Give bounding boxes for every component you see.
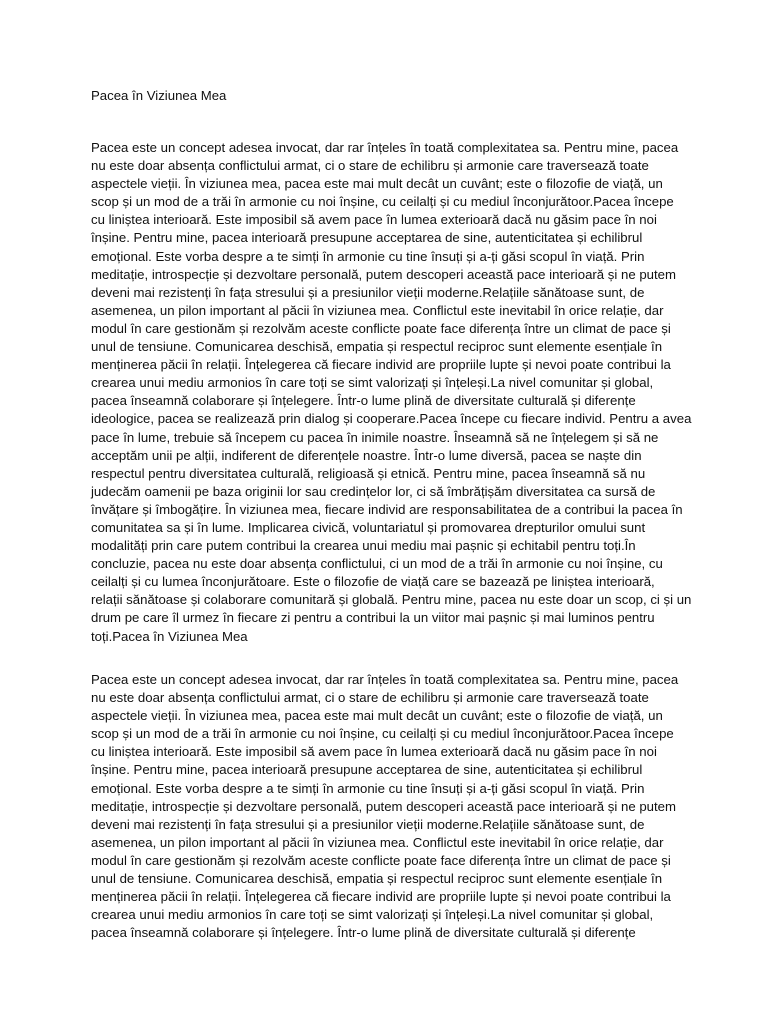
text-line: înșine. Pentru mine, pacea interioară presupune acceptarea de sine, autenticitatea și echilibrul [91,762,643,778]
text-line: Pacea este un concept adesea invocat, dar rar înțeles în toată complexitatea sa. Pentru mine, pacea [91,672,679,687]
text-line: meditație, introspecție și dezvoltare personală, putem descoperi această pace interioară și ne putem [91,266,676,282]
text-line: scop și un mod de a trăi în armonie cu noi înșine, cu ceilalți și cu mediul înconjurătoor.Pacea începe [91,194,674,210]
text-line: menținerea păcii în relații. Înțelegerea că fiecare individ are propriile lupte și nevoi poate contribui la [91,357,671,373]
text-line: pace în lume, trebuie să începem cu pacea în inimile noastre. Înseamnă să ne înțelegem și să ne [91,429,659,445]
text-line: asemenea, un pilon important al păcii în viziunea mea. Conflictul este inevitabil în orice relație, dar [91,834,664,850]
text-line: aspectele vieții. În viziunea mea, pacea este mai mult decât un cuvânt; este o filozofie de viață, un [91,176,663,192]
text-line: modalități prin care putem contribui la crearea unui mediu mai pașnic și echitabil pentru toți.În [91,538,636,554]
text-line: unul de tensiune. Comunicarea deschisă, empatia și respectul reciproc sunt elemente esențiale în [91,871,663,887]
text-line: meditație, introspecție și dezvoltare personală, putem descoperi această pace interioară și ne putem [91,798,676,814]
text-line: judecăm oamenii pe baza originii lor sau credințelor lor, ci să îmbrățișăm diversitatea ca sursă de [91,483,656,499]
text-line: crearea unui mediu armonios în care toți se simt valorizați și înțeleși.La nivel comunitar și global, [91,375,654,391]
body-paragraph-1 [91,139,691,646]
text-line: drum pe care îl urmez în fiecare zi pentru a contribui la un viitor mai pașnic și mai luminos pentru [91,610,655,626]
text-line: scop și un mod de a trăi în armonie cu noi înșine, cu ceilalți și cu mediul înconjurătoor.Pacea începe [91,726,674,742]
text-line: pacea înseamnă colaborare și înțelegere. Într-o lume plină de diversitate culturală și diferențe [91,393,636,409]
document-title: Pacea în Viziunea Mea [91,88,227,103]
text-line: deveni mai rezistenți în fața stresului și a presiunilor vieții moderne.Relațiile sănătoase sunt, de [91,816,645,832]
text-line: ceilalți și cu lumea înconjurătoare. Este o filozofie de viață care se bazează pe liniștea interioară, [91,574,655,590]
text-line: ideologice, pacea se realizează prin dialog și cooperare.Pacea începe cu fiecare individ. Pentru a avea [91,411,692,427]
text-line: emoțional. Este vorba despre a te simți în armonie cu tine însuți și a-ți găsi scopul în viață. Prin [91,780,645,796]
text-line: emoțional. Este vorba despre a te simți în armonie cu tine însuți și a-ți găsi scopul în viață. Prin [91,248,645,264]
text-line: modul în care gestionăm și rezolvăm aceste conflicte poate face diferența între un climat de pace și [91,852,671,868]
text-line: Pacea este un concept adesea invocat, dar rar înțeles în toată complexitatea sa. Pentru mine, pacea [91,140,679,155]
text-line: comunitatea sa și în lume. Implicarea civică, voluntariatul și promovarea drepturilor omului sunt [91,519,646,535]
text-line: concluzie, pacea nu este doar absența conflictului, ci un mod de a trăi în armonie cu noi înșine, cu [91,556,663,572]
text-line: asemenea, un pilon important al păcii în viziunea mea. Conflictul este inevitabil în orice relație, dar [91,302,664,318]
text-line: toți.Pacea în Viziunea Mea [91,628,248,644]
text-line: relații sănătoase și colaborare comunitară și globală. Pentru mine, pacea nu este doar un scop, ci și un [91,592,692,608]
text-line: învățare și îmbogățire. În viziunea mea, fiecare individ are responsabilitatea de a contribui la pacea în [91,501,683,517]
text-line: aspectele vieții. În viziunea mea, pacea este mai mult decât un cuvânt; este o filozofie de viață, un [91,708,663,724]
text-line: cu liniștea interioară. Este imposibil să avem pace în lumea exterioară dacă nu găsim pace în noi [91,744,657,760]
text-line: înșine. Pentru mine, pacea interioară presupune acceptarea de sine, autenticitatea și echilibrul [91,230,643,246]
text-line: crearea unui mediu armonios în care toți se simt valorizați și înțeleși.La nivel comunitar și global, [91,907,654,923]
body-paragraph-2 [91,671,691,942]
text-line: acceptăm unii pe alții, indiferent de diferențele noastre. Într-o lume diversă, pacea se naște din [91,447,642,463]
text-line: deveni mai rezistenți în fața stresului și a presiunilor vieții moderne.Relațiile sănătoase sunt, de [91,284,645,300]
text-line: pacea înseamnă colaborare și înțelegere. Într-o lume plină de diversitate culturală și diferențe [91,925,636,941]
text-line: cu liniștea interioară. Este imposibil să avem pace în lumea exterioară dacă nu găsim pace în noi [91,212,657,228]
text-line: modul în care gestionăm și rezolvăm aceste conflicte poate face diferența între un climat de pace și [91,320,671,336]
text-line: nu este doar absența conflictului armat, ci o stare de echilibru și armonie care traversează toate [91,158,649,174]
text-line: menținerea păcii în relații. Înțelegerea că fiecare individ are propriile lupte și nevoi poate contribui la [91,889,671,905]
text-line: nu este doar absența conflictului armat, ci o stare de echilibru și armonie care traversează toate [91,690,649,706]
text-line: respectul pentru diversitatea culturală, religioasă și etnică. Pentru mine, pacea înseamnă să nu [91,465,646,481]
text-line: unul de tensiune. Comunicarea deschisă, empatia și respectul reciproc sunt elemente esențiale în [91,339,663,355]
